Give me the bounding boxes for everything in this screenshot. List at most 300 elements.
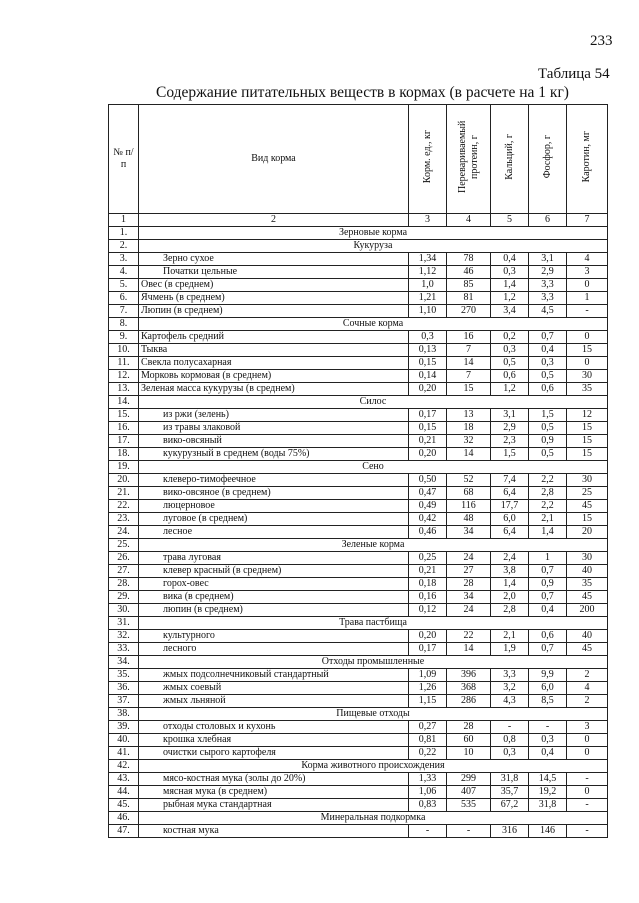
carotene-value: 45 <box>567 643 608 656</box>
phosphorus-value: 1,5 <box>529 409 567 422</box>
phosphorus-value: 0,3 <box>529 734 567 747</box>
column-number: 4 <box>447 214 491 227</box>
calcium-value: 0,4 <box>491 253 529 266</box>
feed-name: Тыква <box>139 344 409 357</box>
feed-name: рыбная мука стандартная <box>139 799 409 812</box>
feed-name: Початки цельные <box>139 266 409 279</box>
protein-value: 407 <box>447 786 491 799</box>
protein-value: 116 <box>447 500 491 513</box>
row-number: 16. <box>109 422 139 435</box>
column-number: 1 <box>109 214 139 227</box>
carotene-value: 30 <box>567 474 608 487</box>
feed-units-value: 0,13 <box>409 344 447 357</box>
feed-units-value: 1,33 <box>409 773 447 786</box>
protein-value: 28 <box>447 578 491 591</box>
calcium-value: 6,0 <box>491 513 529 526</box>
protein-value: 48 <box>447 513 491 526</box>
feed-name: отходы столовых и кухонь <box>139 721 409 734</box>
feed-name: очистки сырого картофеля <box>139 747 409 760</box>
feed-name: мясо-костная мука (золы до 20%) <box>139 773 409 786</box>
row-number: 42. <box>109 760 139 773</box>
feed-name: культурного <box>139 630 409 643</box>
carotene-value: 2 <box>567 695 608 708</box>
feed-name: горох-овес <box>139 578 409 591</box>
table-row <box>109 565 608 578</box>
carotene-value: 30 <box>567 552 608 565</box>
protein-value: 15 <box>447 383 491 396</box>
table-row <box>109 578 608 591</box>
table-row <box>109 422 608 435</box>
feed-name: вико-овсяное (в среднем) <box>139 487 409 500</box>
calcium-value: 2,0 <box>491 591 529 604</box>
phosphorus-value: 0,7 <box>529 643 567 656</box>
feed-name: Свекла полусахарная <box>139 357 409 370</box>
protein-value: 32 <box>447 435 491 448</box>
nutrient-table <box>108 104 608 838</box>
table-row <box>109 552 608 565</box>
feed-name: вико-овсяный <box>139 435 409 448</box>
protein-value: 78 <box>447 253 491 266</box>
phosphorus-value: 3,1 <box>529 253 567 266</box>
protein-value: 10 <box>447 747 491 760</box>
protein-value: 34 <box>447 591 491 604</box>
category-row <box>109 760 608 773</box>
feed-name: жмых подсолнечниковый стандартный <box>139 669 409 682</box>
carotene-value: - <box>567 305 608 318</box>
row-number: 8. <box>109 318 139 331</box>
carotene-value: 35 <box>567 383 608 396</box>
protein-value: 7 <box>447 344 491 357</box>
phosphorus-value: 2,8 <box>529 487 567 500</box>
feed-units-value: 0,17 <box>409 409 447 422</box>
calcium-value: - <box>491 721 529 734</box>
phosphorus-value: 14,5 <box>529 773 567 786</box>
table-row <box>109 721 608 734</box>
phosphorus-value: 0,9 <box>529 435 567 448</box>
feed-units-value: 0,22 <box>409 747 447 760</box>
table-row <box>109 383 608 396</box>
feed-units-value: 1,34 <box>409 253 447 266</box>
calcium-value: 6,4 <box>491 487 529 500</box>
header-calcium-label: Кальций, г <box>503 134 515 180</box>
feed-name: Зеленая масса кукурузы (в среднем) <box>139 383 409 396</box>
category-name: Силос <box>139 396 608 409</box>
row-number: 19. <box>109 461 139 474</box>
row-number: 32. <box>109 630 139 643</box>
header-feed-units <box>409 105 447 214</box>
feed-name: люцерновое <box>139 500 409 513</box>
row-number: 44. <box>109 786 139 799</box>
calcium-value: 67,2 <box>491 799 529 812</box>
table-row <box>109 266 608 279</box>
table-row <box>109 344 608 357</box>
protein-value: 535 <box>447 799 491 812</box>
calcium-value: 1,9 <box>491 643 529 656</box>
carotene-value: 1 <box>567 292 608 305</box>
carotene-value: 40 <box>567 630 608 643</box>
table-label: Таблица 54 <box>538 66 610 82</box>
feed-units-value: 0,20 <box>409 630 447 643</box>
page-title: Содержание питательных веществ в кормах (в расчете на 1 кг) <box>156 84 569 101</box>
phosphorus-value: 8,5 <box>529 695 567 708</box>
phosphorus-value: 0,5 <box>529 370 567 383</box>
feed-units-value: 0,18 <box>409 578 447 591</box>
carotene-value: - <box>567 773 608 786</box>
row-number: 46. <box>109 812 139 825</box>
calcium-value: 2,3 <box>491 435 529 448</box>
feed-units-value: 0,16 <box>409 591 447 604</box>
calcium-value: 1,4 <box>491 279 529 292</box>
feed-name: костная мука <box>139 825 409 838</box>
table-row <box>109 747 608 760</box>
protein-value: 46 <box>447 266 491 279</box>
feed-units-value: 0,83 <box>409 799 447 812</box>
feed-name: Картофель средний <box>139 331 409 344</box>
protein-value: 14 <box>447 357 491 370</box>
table-row <box>109 435 608 448</box>
protein-value: 16 <box>447 331 491 344</box>
row-number: 24. <box>109 526 139 539</box>
carotene-value: 35 <box>567 578 608 591</box>
table-row <box>109 734 608 747</box>
carotene-value: 0 <box>567 357 608 370</box>
header-calcium <box>491 105 529 214</box>
carotene-value: 12 <box>567 409 608 422</box>
carotene-value: 0 <box>567 279 608 292</box>
row-number: 22. <box>109 500 139 513</box>
column-number: 5 <box>491 214 529 227</box>
feed-units-value: 0,46 <box>409 526 447 539</box>
row-number: 2. <box>109 240 139 253</box>
protein-value: 28 <box>447 721 491 734</box>
header-feed-label: Вид корма <box>251 153 296 164</box>
protein-value: 286 <box>447 695 491 708</box>
phosphorus-value: 2,2 <box>529 474 567 487</box>
row-number: 3. <box>109 253 139 266</box>
feed-units-value: 0,15 <box>409 357 447 370</box>
protein-value: 18 <box>447 422 491 435</box>
protein-value: 396 <box>447 669 491 682</box>
phosphorus-value: 2,2 <box>529 500 567 513</box>
category-row <box>109 396 608 409</box>
feed-units-value: 0,50 <box>409 474 447 487</box>
category-name: Корма животного происхождения <box>139 760 608 773</box>
carotene-value: 4 <box>567 682 608 695</box>
phosphorus-value: 0,9 <box>529 578 567 591</box>
row-number: 30. <box>109 604 139 617</box>
row-number: 21. <box>109 487 139 500</box>
column-number-row <box>109 214 608 227</box>
calcium-value: 3,3 <box>491 669 529 682</box>
category-row <box>109 708 608 721</box>
header-num <box>109 105 139 214</box>
header-row <box>109 105 608 214</box>
protein-value: 14 <box>447 643 491 656</box>
phosphorus-value: 9,9 <box>529 669 567 682</box>
feed-units-value: 1,10 <box>409 305 447 318</box>
row-number: 5. <box>109 279 139 292</box>
row-number: 13. <box>109 383 139 396</box>
calcium-value: 3,8 <box>491 565 529 578</box>
table-row <box>109 331 608 344</box>
phosphorus-value: 2,9 <box>529 266 567 279</box>
protein-value: 60 <box>447 734 491 747</box>
feed-units-value: 1,12 <box>409 266 447 279</box>
phosphorus-value: 1,4 <box>529 526 567 539</box>
calcium-value: 7,4 <box>491 474 529 487</box>
calcium-value: 1,4 <box>491 578 529 591</box>
row-number: 29. <box>109 591 139 604</box>
phosphorus-value: 31,8 <box>529 799 567 812</box>
category-name: Кукуруза <box>139 240 608 253</box>
calcium-value: 3,4 <box>491 305 529 318</box>
carotene-value: 2 <box>567 669 608 682</box>
feed-units-value: 0,20 <box>409 383 447 396</box>
header-feed-units-label: Корм. ед., кг <box>421 130 433 184</box>
category-name: Трава пастбища <box>139 617 608 630</box>
protein-value: 68 <box>447 487 491 500</box>
feed-name: лесное <box>139 526 409 539</box>
protein-value: 14 <box>447 448 491 461</box>
calcium-value: 0,6 <box>491 370 529 383</box>
row-number: 7. <box>109 305 139 318</box>
carotene-value: 15 <box>567 422 608 435</box>
feed-units-value: 1,0 <box>409 279 447 292</box>
carotene-value: 15 <box>567 448 608 461</box>
table-row <box>109 448 608 461</box>
feed-name: луговое (в среднем) <box>139 513 409 526</box>
phosphorus-value: 0,6 <box>529 383 567 396</box>
category-name: Зерновые корма <box>139 227 608 240</box>
category-name: Зеленые корма <box>139 539 608 552</box>
feed-units-value: 0,3 <box>409 331 447 344</box>
row-number: 31. <box>109 617 139 630</box>
carotene-value: - <box>567 799 608 812</box>
feed-units-value: 0,47 <box>409 487 447 500</box>
feed-units-value: 1,21 <box>409 292 447 305</box>
phosphorus-value: 2,1 <box>529 513 567 526</box>
table-row <box>109 799 608 812</box>
calcium-value: 3,2 <box>491 682 529 695</box>
phosphorus-value: 0,4 <box>529 344 567 357</box>
calcium-value: 316 <box>491 825 529 838</box>
carotene-value: 30 <box>567 370 608 383</box>
row-number: 34. <box>109 656 139 669</box>
category-row <box>109 461 608 474</box>
calcium-value: 2,4 <box>491 552 529 565</box>
row-number: 40. <box>109 734 139 747</box>
calcium-value: 1,2 <box>491 292 529 305</box>
table-row <box>109 253 608 266</box>
header-feed <box>139 105 409 214</box>
feed-units-value: 0,17 <box>409 643 447 656</box>
feed-units-value: 0,42 <box>409 513 447 526</box>
phosphorus-value: 0,7 <box>529 591 567 604</box>
carotene-value: 0 <box>567 734 608 747</box>
carotene-value: 0 <box>567 331 608 344</box>
row-number: 11. <box>109 357 139 370</box>
protein-value: 34 <box>447 526 491 539</box>
row-number: 9. <box>109 331 139 344</box>
phosphorus-value: 0,6 <box>529 630 567 643</box>
calcium-value: 0,2 <box>491 331 529 344</box>
category-name: Отходы промышленные <box>139 656 608 669</box>
phosphorus-value: 0,7 <box>529 331 567 344</box>
calcium-value: 0,8 <box>491 734 529 747</box>
table-row <box>109 513 608 526</box>
phosphorus-value: - <box>529 721 567 734</box>
table-row <box>109 786 608 799</box>
feed-units-value: 0,20 <box>409 448 447 461</box>
row-number: 45. <box>109 799 139 812</box>
feed-units-value: 0,21 <box>409 435 447 448</box>
feed-name: клеверо-тимофеечное <box>139 474 409 487</box>
table-row <box>109 591 608 604</box>
row-number: 4. <box>109 266 139 279</box>
feed-units-value: 1,06 <box>409 786 447 799</box>
carotene-value: 15 <box>567 344 608 357</box>
feed-units-value: 0,14 <box>409 370 447 383</box>
column-number: 2 <box>139 214 409 227</box>
carotene-value: 3 <box>567 721 608 734</box>
row-number: 47. <box>109 825 139 838</box>
feed-units-value: 0,81 <box>409 734 447 747</box>
category-name: Минеральная подкормка <box>139 812 608 825</box>
row-number: 23. <box>109 513 139 526</box>
feed-name: Морковь кормовая (в среднем) <box>139 370 409 383</box>
feed-name: из травы злаковой <box>139 422 409 435</box>
phosphorus-value: 3,3 <box>529 292 567 305</box>
row-number: 41. <box>109 747 139 760</box>
table-row <box>109 370 608 383</box>
category-row <box>109 539 608 552</box>
table-row <box>109 669 608 682</box>
phosphorus-value: 146 <box>529 825 567 838</box>
table-row <box>109 500 608 513</box>
feed-units-value: 0,12 <box>409 604 447 617</box>
table-row <box>109 487 608 500</box>
feed-name: крошка хлебная <box>139 734 409 747</box>
table-row <box>109 305 608 318</box>
feed-name: Люпин (в среднем) <box>139 305 409 318</box>
phosphorus-value: 0,3 <box>529 357 567 370</box>
calcium-value: 1,2 <box>491 383 529 396</box>
category-name: Пищевые отходы <box>139 708 608 721</box>
feed-units-value: 0,25 <box>409 552 447 565</box>
row-number: 27. <box>109 565 139 578</box>
row-number: 14. <box>109 396 139 409</box>
calcium-value: 6,4 <box>491 526 529 539</box>
header-num-label: № п/п <box>113 147 134 170</box>
feed-name: кукурузный в среднем (воды 75%) <box>139 448 409 461</box>
carotene-value: 25 <box>567 487 608 500</box>
header-carotene-label: Каротин, мг <box>581 131 592 183</box>
feed-units-value: 0,49 <box>409 500 447 513</box>
feed-name: лесного <box>139 643 409 656</box>
row-number: 28. <box>109 578 139 591</box>
header-protein-label: Перевариваемый протеин, г <box>456 120 480 194</box>
protein-value: 7 <box>447 370 491 383</box>
carotene-value: 200 <box>567 604 608 617</box>
phosphorus-value: 0,4 <box>529 747 567 760</box>
feed-name: люпин (в среднем) <box>139 604 409 617</box>
header-protein <box>447 105 491 214</box>
table-row <box>109 526 608 539</box>
carotene-value: 40 <box>567 565 608 578</box>
column-number: 6 <box>529 214 567 227</box>
page-number: 233 <box>590 33 613 49</box>
row-number: 1. <box>109 227 139 240</box>
row-number: 26. <box>109 552 139 565</box>
protein-value: 368 <box>447 682 491 695</box>
category-row <box>109 656 608 669</box>
category-row <box>109 617 608 630</box>
calcium-value: 3,1 <box>491 409 529 422</box>
protein-value: - <box>447 825 491 838</box>
protein-value: 27 <box>447 565 491 578</box>
header-phosphorus-label: Фосфор, г <box>541 135 553 179</box>
carotene-value: 15 <box>567 435 608 448</box>
row-number: 17. <box>109 435 139 448</box>
feed-units-value: 0,15 <box>409 422 447 435</box>
column-number: 7 <box>567 214 608 227</box>
feed-name: жмых льняной <box>139 695 409 708</box>
feed-name: из ржи (зелень) <box>139 409 409 422</box>
carotene-value: - <box>567 825 608 838</box>
protein-value: 52 <box>447 474 491 487</box>
calcium-value: 2,9 <box>491 422 529 435</box>
protein-value: 22 <box>447 630 491 643</box>
carotene-value: 15 <box>567 513 608 526</box>
category-row <box>109 318 608 331</box>
category-row <box>109 227 608 240</box>
protein-value: 24 <box>447 552 491 565</box>
calcium-value: 0,3 <box>491 344 529 357</box>
phosphorus-value: 3,3 <box>529 279 567 292</box>
calcium-value: 2,1 <box>491 630 529 643</box>
row-number: 39. <box>109 721 139 734</box>
feed-name: мясная мука (в среднем) <box>139 786 409 799</box>
feed-units-value: 1,09 <box>409 669 447 682</box>
phosphorus-value: 1 <box>529 552 567 565</box>
table-row <box>109 643 608 656</box>
header-carotene <box>567 105 608 214</box>
row-number: 10. <box>109 344 139 357</box>
table-row <box>109 773 608 786</box>
feed-units-value: - <box>409 825 447 838</box>
carotene-value: 20 <box>567 526 608 539</box>
protein-value: 85 <box>447 279 491 292</box>
phosphorus-value: 19,2 <box>529 786 567 799</box>
row-number: 15. <box>109 409 139 422</box>
carotene-value: 45 <box>567 500 608 513</box>
feed-name: жмых соевый <box>139 682 409 695</box>
phosphorus-value: 4,5 <box>529 305 567 318</box>
carotene-value: 0 <box>567 786 608 799</box>
phosphorus-value: 0,5 <box>529 448 567 461</box>
row-number: 38. <box>109 708 139 721</box>
row-number: 18. <box>109 448 139 461</box>
table-row <box>109 357 608 370</box>
carotene-value: 4 <box>567 253 608 266</box>
table-row <box>109 409 608 422</box>
feed-units-value: 0,27 <box>409 721 447 734</box>
calcium-value: 0,3 <box>491 747 529 760</box>
carotene-value: 0 <box>567 747 608 760</box>
calcium-value: 0,3 <box>491 266 529 279</box>
protein-value: 13 <box>447 409 491 422</box>
table-row <box>109 474 608 487</box>
